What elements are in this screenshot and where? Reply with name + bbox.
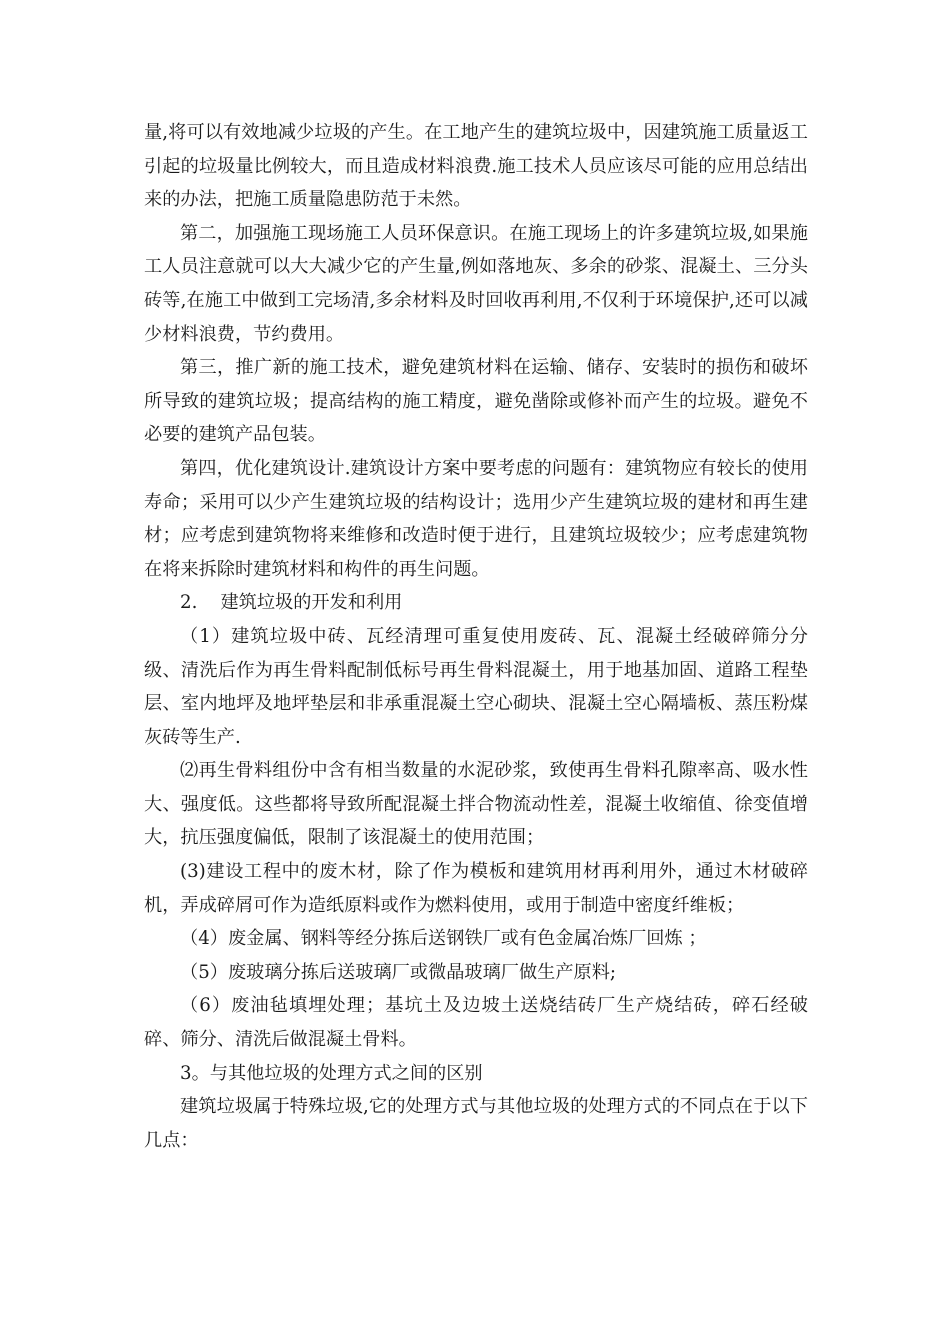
list-item-3: (3)建设工程中的废木材，除了作为模板和建筑用材再利用外，通过木材破碎机，弄成碎屑可作为造纸原料或作为燃料使用，或用于制造中密度纤维板；	[144, 861, 808, 916]
list-item-5: （5）废玻璃分拣后送玻璃厂或微晶玻璃厂做生产原料;	[180, 961, 617, 983]
section-heading-3: 3。与其他垃圾的处理方式之间的区别	[180, 1062, 483, 1084]
paragraph-fourth: 第四，优化建筑设计.建筑设计方案中要考虑的问题有：建筑物应有较长的使用寿命；采用可以少产生建筑垃圾的结构设计；选用少产生建筑垃圾的建材和再生建材；应考虑到建筑物将来维修和改造时便于进行，且建筑垃圾较少；应考虑建筑物在将来拆除时建筑材料和构件的再生问题。	[144, 457, 808, 580]
paragraph-closing: 建筑垃圾属于特殊垃圾,它的处理方式与其他垃圾的处理方式的不同点在于以下几点：	[144, 1096, 808, 1151]
list-item-1: （1）建筑垃圾中砖、瓦经清理可重复使用废砖、瓦、混凝土经破碎筛分分级、清洗后作为再生骨料配制低标号再生骨料混凝土，用于地基加固、道路工程垫层、室内地坪及地坪垫层和非承重混凝土空心砌块、混凝土空心隔墙板、蒸压粉煤灰砖等生产.	[144, 625, 808, 748]
paragraph-continuation: 量,将可以有效地减少垃圾的产生。在工地产生的建筑垃圾中，因建筑施工质量返工引起的垃圾量比例较大，而且造成材料浪费.施工技术人员应该尽可能的应用总结出来的办法，把施工质量隐患防范于未然。	[144, 122, 808, 211]
paragraph-third: 第三，推广新的施工技术，避免建筑材料在运输、储存、安装时的损伤和破坏所导致的建筑垃圾；提高结构的施工精度，避免凿除或修补而产生的垃圾。避免不必要的建筑产品包装。	[144, 357, 808, 446]
section-heading-2: 2. 建筑垃圾的开发和利用	[180, 592, 403, 614]
document-body	[144, 116, 808, 1157]
list-item-4: （4）废金属、钢料等经分拣后送钢铁厂或有色金属冶炼厂回炼 ；	[180, 928, 707, 950]
list-item-6: （6）废油毡填埋处理；基坑土及边坡土送烧结砖厂生产烧结砖，碎石经破碎、筛分、清洗后做混凝土骨料。	[144, 995, 808, 1051]
list-item-2: ⑵再生骨料组份中含有相当数量的水泥砂浆，致使再生骨料孔隙率高、吸水性大、强度低。这些都将导致所配混凝土拌合物流动性差，混凝土收缩值、徐变值增大，抗压强度偏低，限制了该混凝土的使用范围；	[144, 760, 808, 849]
paragraph-second: 第二，加强施工现场施工人员环保意识。在施工现场上的许多建筑垃圾,如果施工人员注意就可以大大减少它的产生量,例如落地灰、多余的砂浆、混凝土、三分头砖等,在施工中做到工完场清,多余材料及时回收再利用,不仅利于环境保护,还可以减少材料浪费，节约费用。	[144, 222, 808, 345]
